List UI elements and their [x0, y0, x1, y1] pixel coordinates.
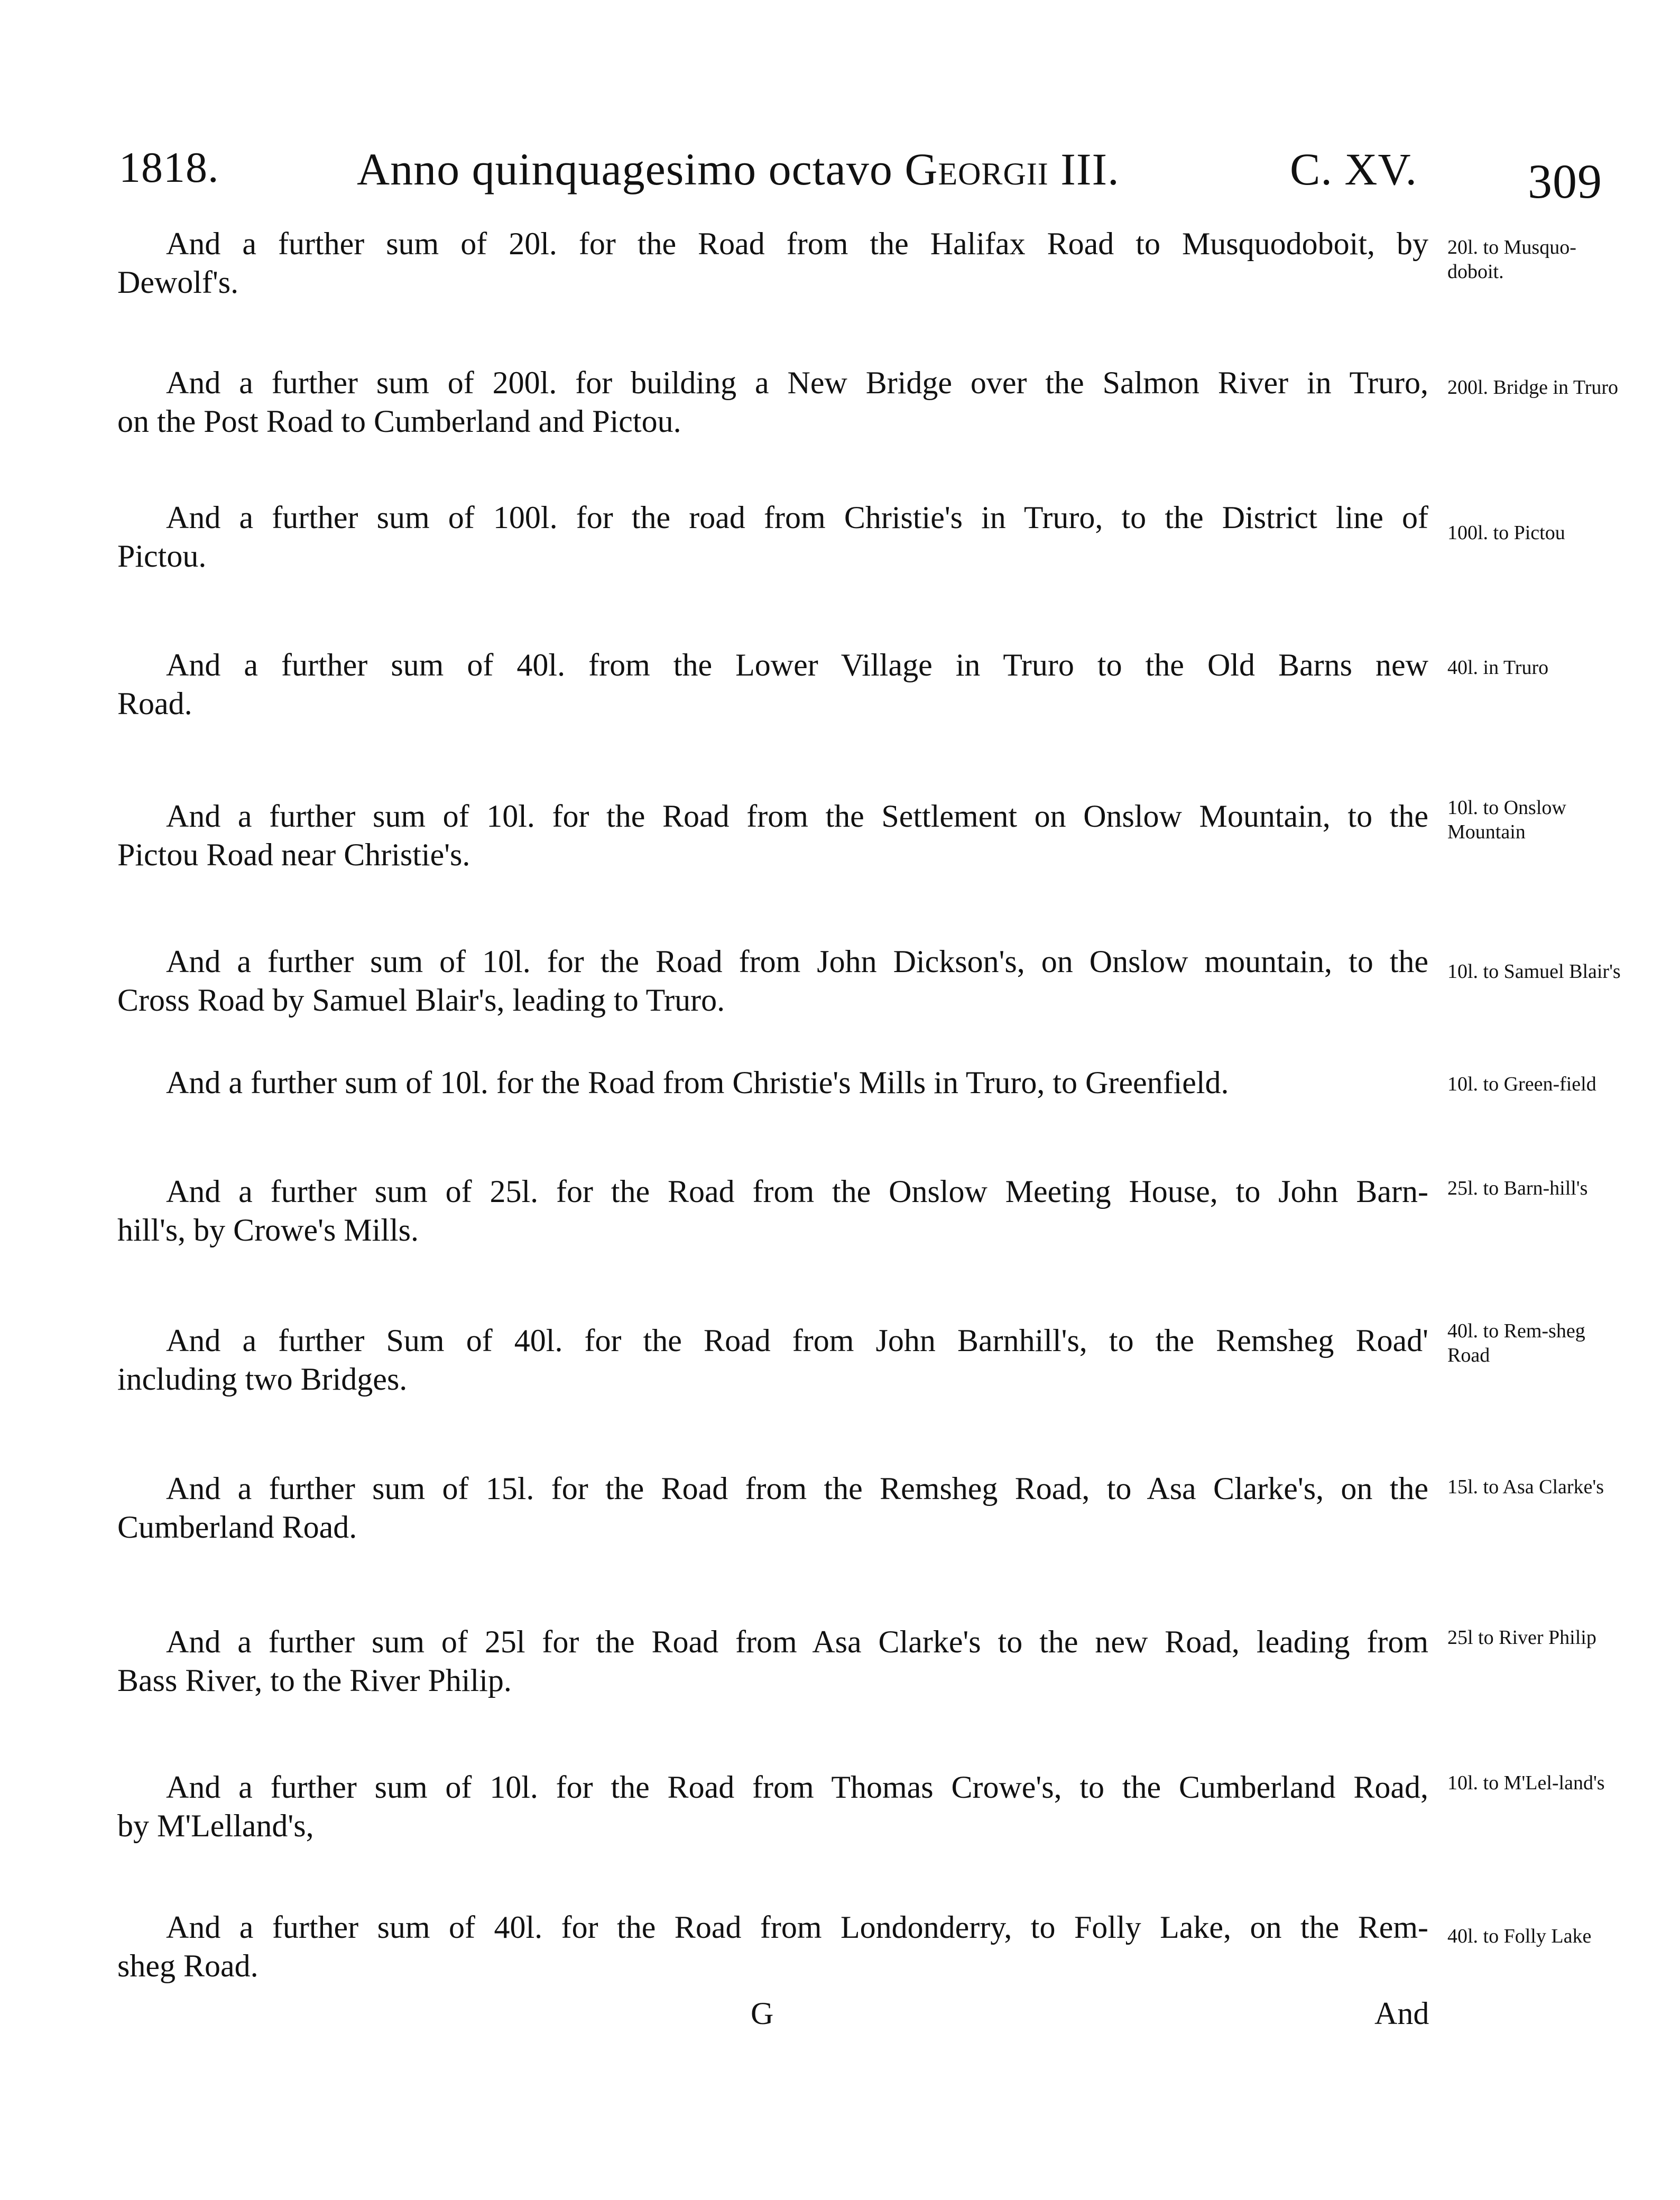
catchword: And: [1374, 1996, 1429, 2031]
entry-line: And a further sum of 10l. for the Road from Christie's Mills in Truro, to Greenfield.: [166, 1065, 1229, 1100]
marginal-note: 40l. to Rem-sheg Road: [1447, 1320, 1585, 1366]
header-title: [357, 143, 1120, 196]
entry-paragraph: [117, 1064, 1428, 1102]
entry-line: Cumberland Road.: [117, 1510, 357, 1545]
entry-line: Pictou Road near Christie's.: [117, 837, 470, 872]
entry-paragraph: [117, 1768, 1428, 1845]
entry-line: And a further sum of 40l. from the Lower Village in Truro to the Old Barns new: [166, 648, 1428, 682]
marginal-note: 200l. Bridge in Truro: [1447, 376, 1619, 399]
entry-line: sheg Road.: [117, 1948, 259, 1983]
page-number: 309: [1528, 154, 1602, 208]
entry-line: Pictou.: [117, 539, 207, 574]
signature-mark: G: [751, 1996, 774, 2031]
entry-line: Road.: [117, 686, 192, 721]
entry-line: Bass River, to the River Philip.: [117, 1663, 512, 1698]
marginal-note: 15l. to Asa Clarke's: [1447, 1476, 1604, 1498]
entry-line: Cross Road by Samuel Blair's, leading to Truro.: [117, 983, 725, 1018]
entry-line: And a further sum of 40l. for the Road from Londonderry, to Folly Lake, on the Rem-: [166, 1910, 1428, 1945]
entry-line: And a further sum of 100l. for the road from Christie's in Truro, to the District line of: [166, 500, 1428, 535]
entry-line: by M'Lelland's,: [117, 1808, 314, 1843]
entry-line: Dewolf's.: [117, 265, 239, 300]
entry-line: And a further sum of 15l. for the Road from the Remsheg Road, to Asa Clarke's, on the: [166, 1471, 1428, 1506]
marginal-note: 100l. to Pictou: [1447, 522, 1565, 544]
entry-paragraph: [117, 498, 1428, 576]
entry-paragraph: [117, 1469, 1428, 1547]
entry-paragraph: [117, 646, 1428, 723]
marginal-note: 10l. to Samuel Blair's: [1447, 960, 1621, 983]
entry-line: And a further sum of 20l. for the Road from the Halifax Road to Musquodoboit, by: [166, 226, 1428, 261]
header-king: Georgii: [904, 144, 1049, 195]
header-regnal: III.: [1060, 144, 1120, 195]
marginal-note: 10l. to Green-field: [1447, 1073, 1596, 1095]
entry-line: including two Bridges.: [117, 1362, 408, 1397]
marginal-note: 25l to River Philip: [1447, 1626, 1596, 1649]
entry-line: on the Post Road to Cumberland and Pictou.: [117, 404, 681, 439]
marginal-note: 40l. to Folly Lake: [1447, 1925, 1592, 1947]
entry-paragraph: [117, 942, 1428, 1020]
entry-paragraph: [117, 364, 1428, 441]
entry-line: And a further sum of 10l. for the Road from the Settlement on Onslow Mountain, to the: [166, 799, 1428, 834]
marginal-note: 10l. to M'Lel-land's: [1447, 1772, 1605, 1794]
header-title-text: Anno quinquagesimo octavo: [357, 144, 893, 195]
entry-line: And a further Sum of 40l. for the Road from John Barnhill's, to the Remsheg Road': [166, 1323, 1428, 1358]
marginal-note: 25l. to Barn-hill's: [1447, 1177, 1588, 1199]
entry-paragraph: [117, 1172, 1428, 1250]
entry-line: And a further sum of 10l. for the Road from John Dickson's, on Onslow mountain, to the: [166, 944, 1428, 979]
header-chapter: C. XV.: [1290, 144, 1417, 195]
entry-line: hill's, by Crowe's Mills.: [117, 1213, 419, 1247]
entry-paragraph: [117, 225, 1428, 302]
header-year: 1818.: [119, 143, 219, 191]
marginal-note: 40l. in Truro: [1447, 657, 1549, 679]
entry-paragraph: [117, 1321, 1428, 1399]
entry-line: And a further sum of 25l for the Road from Asa Clarke's to the new Road, leading from: [166, 1624, 1428, 1659]
entry-paragraph: [117, 1623, 1428, 1700]
entry-line: And a further sum of 10l. for the Road from Thomas Crowe's, to the Cumberland Road,: [166, 1770, 1428, 1805]
entry-line: And a further sum of 25l. for the Road from the Onslow Meeting House, to John Barn-: [166, 1174, 1428, 1209]
entry-line: And a further sum of 200l. for building a New Bridge over the Salmon River in Truro,: [166, 365, 1428, 400]
marginal-note: 10l. to Onslow Mountain: [1447, 797, 1566, 843]
entry-paragraph: [117, 797, 1428, 874]
entry-paragraph: [117, 1908, 1428, 1985]
marginal-note: 20l. to Musquo-doboit.: [1447, 236, 1576, 283]
